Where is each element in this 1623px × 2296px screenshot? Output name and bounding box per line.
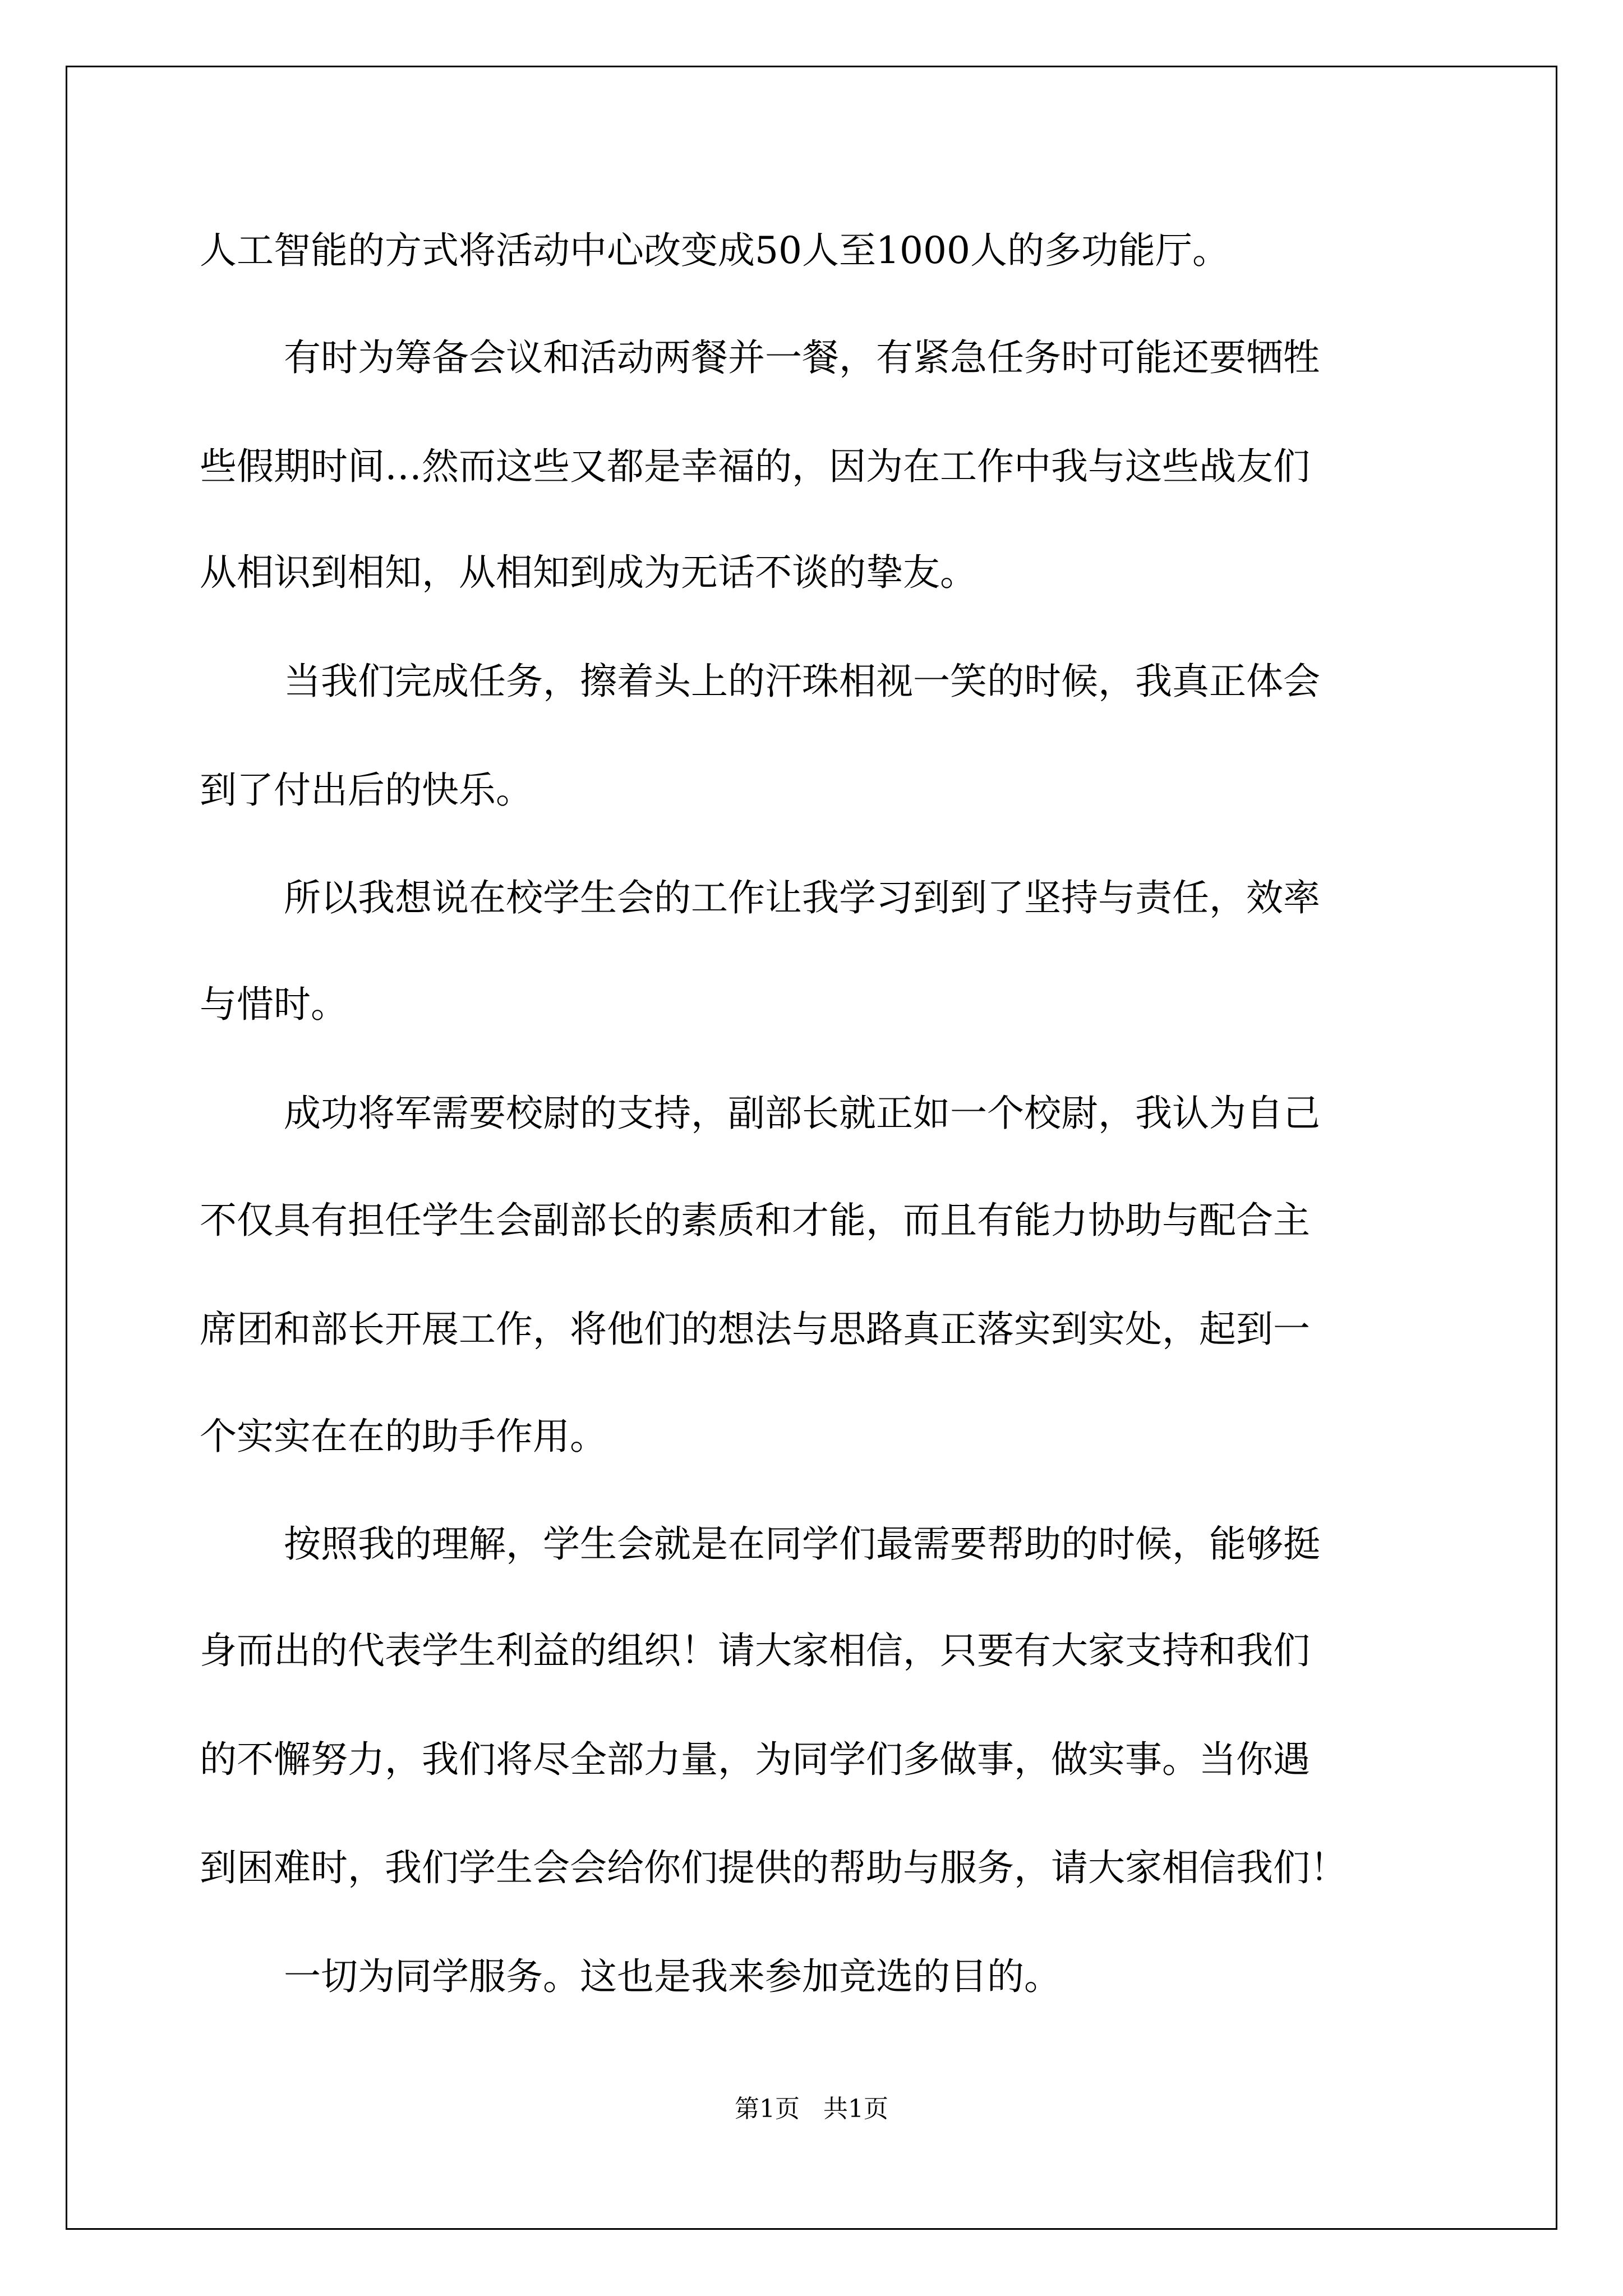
page-footer: 第1页 共1页 — [735, 2095, 888, 2123]
text-line: 的不懈努力，我们将尽全部力量，为同学们多做事，做实事。当你遇 — [200, 1738, 1310, 1781]
text-line: 成功将军需要校尉的支持，副部长就正如一个校尉，我认为自己 — [284, 1092, 1320, 1135]
text-line: 人工智能的方式将活动中心改变成50人至1000人的多功能厅。 — [200, 229, 1229, 272]
text-line: 个实实在在的助手作用。 — [200, 1415, 607, 1458]
text-line: 不仅具有担任学生会副部长的素质和才能，而且有能力协助与配合主 — [200, 1199, 1310, 1242]
text-line: 当我们完成任务，擦着头上的汗珠相视一笑的时候，我真正体会 — [284, 660, 1320, 703]
text-line: 席团和部长开展工作，将他们的想法与思路真正落实到实处，起到一 — [200, 1308, 1310, 1351]
text-line: 身而出的代表学生利益的组织！请大家相信，只要有大家支持和我们 — [200, 1629, 1310, 1672]
text-line: 些假期时间…然而这些又都是幸福的，因为在工作中我与这些战友们 — [200, 445, 1310, 488]
text-line: 到了付出后的快乐。 — [200, 769, 533, 812]
text-line: 与惜时。 — [200, 983, 348, 1026]
text-line: 按照我的理解，学生会就是在同学们最需要帮助的时候，能够挺 — [284, 1522, 1320, 1566]
text-line: 有时为筹备会议和活动两餐并一餐，有紧急任务时可能还要牺牲 — [284, 336, 1320, 379]
text-line: 到困难时，我们学生会会给你们提供的帮助与服务，请大家相信我们！ — [200, 1846, 1347, 1889]
text-line: 所以我想说在校学生会的工作让我学习到到了坚持与责任，效率 — [284, 876, 1320, 919]
text-line: 从相识到相知，从相知到成为无话不谈的挚友。 — [200, 551, 977, 594]
text-line: 一切为同学服务。这也是我来参加竞选的目的。 — [284, 1955, 1061, 1998]
page-border — [66, 66, 1557, 2230]
